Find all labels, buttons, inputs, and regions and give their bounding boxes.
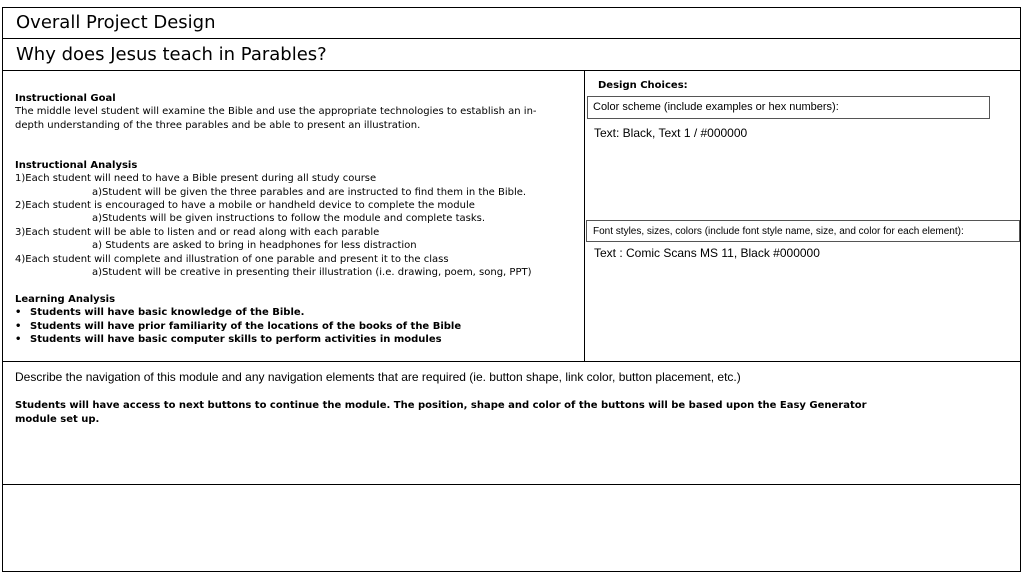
analysis-line: 3)Each student will be able to listen and or read along with each parable	[15, 227, 380, 238]
divider-title	[2, 38, 1021, 39]
learning-bullet: Students will have basic knowledge of the Bible.	[30, 307, 305, 318]
divider-subtitle	[2, 70, 1021, 71]
analysis-subline: a)Students will be given instructions to follow the module and complete tasks.	[92, 213, 486, 224]
goal-text-line: depth understanding of the three parables and be able to present an illustration.	[15, 120, 421, 131]
bullet-icon: •	[15, 321, 22, 332]
divider-main	[2, 361, 1021, 362]
navigation-answer-line: module set up.	[15, 414, 100, 425]
analysis-line: 2)Each student is encouraged to have a mobile or handheld device to complete the module	[15, 200, 475, 211]
page-title: Overall Project Design	[16, 12, 216, 33]
analysis-line: 1)Each student will need to have a Bible present during all study course	[15, 173, 377, 184]
font-styles-box	[586, 220, 1020, 242]
font-styles-value: Text : Comic Scans MS 11, Black #000000	[594, 246, 820, 260]
learning-bullet: Students will have basic computer skills to perform activities in modules	[30, 334, 442, 345]
navigation-answer-line: Students will have access to next buttons to continue the module. The position, shape and color of the buttons will be based upon the Easy Generator	[15, 400, 867, 411]
bullet-icon: •	[15, 334, 22, 345]
analysis-subline: a)Student will be creative in presenting their illustration (i.e. drawing, poem, song, PPT)	[92, 267, 532, 278]
learning-bullet: Students will have prior familiarity of the locations of the books of the Bible	[30, 321, 462, 332]
design-choices-label: Design Choices:	[598, 80, 688, 91]
goal-heading: Instructional Goal	[15, 93, 116, 104]
learning-heading: Learning Analysis	[15, 294, 116, 305]
goal-text-line: The middle level student will examine the Bible and use the appropriate technologies to establish an in-	[15, 106, 537, 117]
page-subtitle: Why does Jesus teach in Parables?	[16, 44, 327, 65]
color-scheme-box	[587, 96, 990, 119]
empty-section	[3, 485, 1020, 571]
analysis-line: 4)Each student will complete and illustration of one parable and present it to the class	[15, 254, 449, 265]
color-scheme-label: Color scheme (include examples or hex numbers):	[593, 101, 839, 113]
bullet-icon: •	[15, 307, 22, 318]
divider-column	[584, 70, 585, 361]
color-scheme-value: Text: Black, Text 1 / #000000	[594, 126, 748, 140]
font-styles-label: Font styles, sizes, colors (include font style name, size, and color for each element):	[593, 226, 964, 237]
analysis-subline: a) Students are asked to bring in headphones for less distraction	[92, 240, 417, 251]
analysis-heading: Instructional Analysis	[15, 160, 138, 171]
navigation-prompt: Describe the navigation of this module and any navigation elements that are required (ie. button shape, link color, button placement, etc.)	[15, 370, 741, 384]
analysis-subline: a)Student will be given the three parables and are instructed to find them in the Bible.	[92, 187, 527, 198]
